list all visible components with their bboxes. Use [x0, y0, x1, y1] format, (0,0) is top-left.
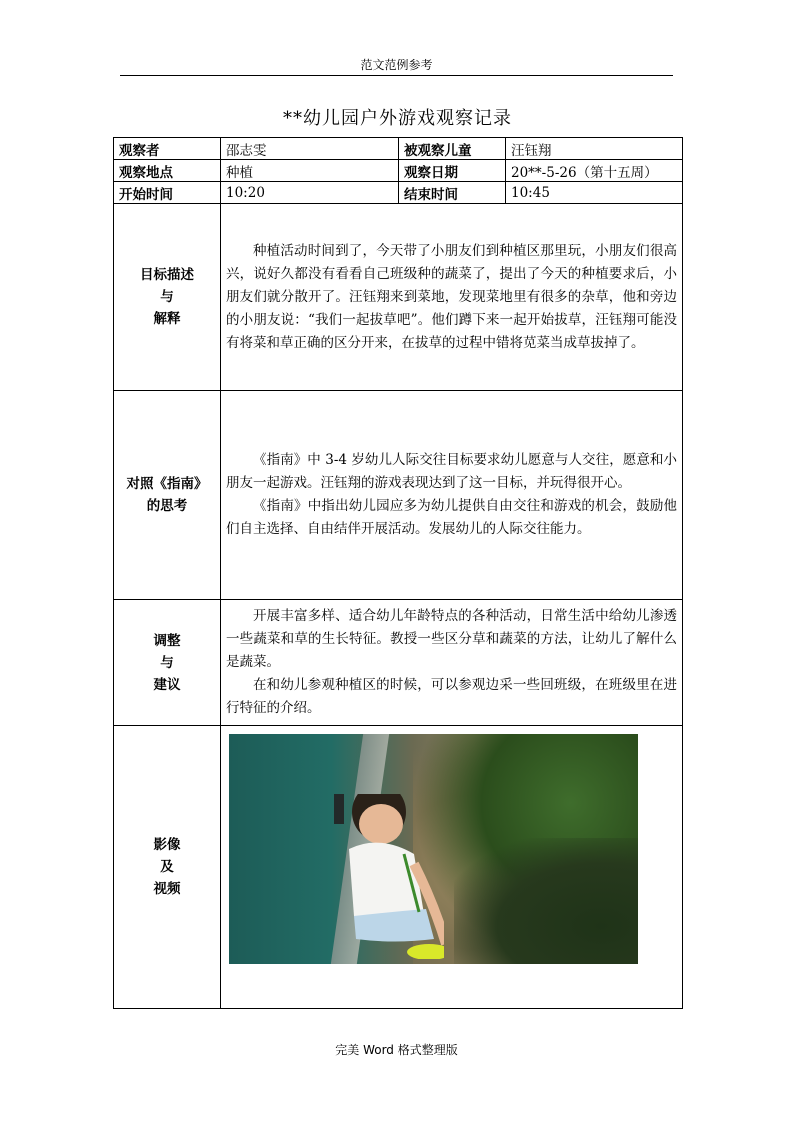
date-value: 20**-5-26（第十五周）: [506, 160, 683, 182]
goal-section-label: [114, 204, 221, 391]
date-label: 观察日期: [399, 160, 506, 182]
goal-section-body: [221, 204, 683, 391]
info-row-location: [114, 160, 683, 182]
observation-photo: [229, 734, 638, 964]
end-label: 结束时间: [399, 182, 506, 204]
goal-label-line1: 目标描述: [140, 267, 194, 283]
observer-label: 观察者: [114, 138, 221, 160]
guide-label-line2: 的思考: [146, 498, 188, 514]
guide-paragraph-2: 《指南》中指出幼儿园应多为幼儿提供自由交往和游戏的机会，鼓励他们自主选择、自由结伴开展活动。发展幼儿的人际交往能力。: [226, 498, 677, 537]
child-label: 被观察儿童: [399, 138, 506, 160]
adjust-section: [114, 600, 683, 726]
adjust-label-line3: 建议: [153, 676, 181, 693]
goal-label-line3: 解释: [153, 311, 181, 327]
guide-label-line1: 对照《指南》: [126, 476, 208, 492]
media-section: [114, 726, 683, 1009]
info-row-observer: [114, 138, 683, 160]
goal-label-line2: 与: [160, 289, 174, 305]
document-title: **幼儿园户外游戏观察记录: [283, 108, 512, 129]
observation-table: [113, 137, 683, 1009]
start-label: 开始时间: [114, 182, 221, 204]
observer-value: 邵志雯: [221, 138, 399, 160]
goal-section: [114, 204, 683, 391]
guide-paragraph-1: 《指南》中 3-4 岁幼儿人际交往目标要求幼儿愿意与人交往，愿意和小朋友一起游戏。汪钰翔的游戏表现达到了这一目标，并玩得很开心。: [226, 452, 677, 491]
page-footer: 完美 Word 格式整理版: [335, 1043, 458, 1057]
photo-child-figure: [334, 794, 444, 959]
adjust-label-line1: 调整: [153, 632, 181, 649]
media-section-body: [221, 726, 683, 1009]
guide-section-body: [221, 391, 683, 600]
media-section-label: [114, 726, 221, 1009]
location-label: 观察地点: [114, 160, 221, 182]
media-label-line3: 视频: [153, 881, 181, 897]
adjust-paragraph-1: 开展丰富多样、适合幼儿年龄特点的各种活动，日常生活中给幼儿渗透一些蔬菜和草的生长特征。教授一些区分草和蔬菜的方法，让幼儿了解什么是蔬菜。: [226, 608, 677, 670]
start-value: 10:20: [221, 182, 399, 204]
guide-section: [114, 391, 683, 600]
media-label-line2: 及: [160, 859, 174, 875]
info-row-time: [114, 182, 683, 204]
adjust-label-line2: 与: [160, 654, 174, 671]
page-header: 范文范例参考: [120, 56, 673, 76]
child-value: 汪钰翔: [506, 138, 683, 160]
adjust-section-label: [114, 600, 221, 726]
adjust-paragraph-2: 在和幼儿参观种植区的时候，可以参观边采一些回班级，在班级里在进行特征的介绍。: [226, 677, 677, 716]
guide-section-label: [114, 391, 221, 600]
media-label-line1: 影像: [153, 837, 181, 853]
goal-paragraph: 种植活动时间到了，今天带了小朋友们到种植区那里玩，小朋友们很高兴，说好久都没有看看自己班级种的蔬菜了，提出了今天的种植要求后，小朋友们就分散开了。汪钰翔来到菜地，发现菜地里有很多的杂草，他和旁边的小朋友说：“我们一起拔草吧”。他们蹲下来一起开始拔草，汪钰翔可能没有将菜和草正确的区分开来，在拔草的过程中错将苋菜当成草拔掉了。: [226, 242, 677, 351]
end-value: 10:45: [506, 182, 683, 204]
location-value: 种植: [221, 160, 399, 182]
photo-shade-area: [454, 838, 638, 965]
adjust-section-body: [221, 600, 683, 726]
